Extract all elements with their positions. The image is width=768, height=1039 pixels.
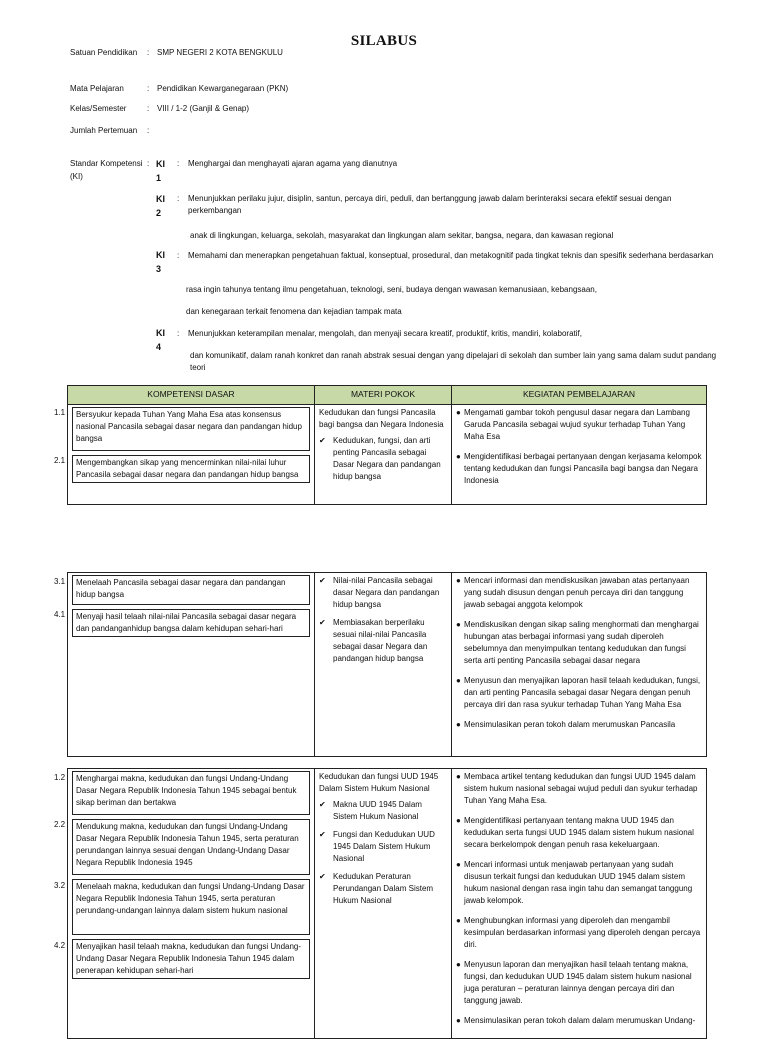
check-icon: ✔	[319, 830, 326, 839]
ki-3-cont-1: rasa ingin tahunya tentang ilmu pengetahuan, teknologi, seni, budaya dengan wawasan kemanusiaan, kebangsaan,	[186, 285, 597, 294]
bullet-icon: ●	[456, 860, 461, 869]
materi-intro: Kedudukan dan fungsi Pancasila bagi bangsa dan Negara Indonesia	[319, 408, 444, 429]
ki-2-code: KI 2	[156, 194, 165, 218]
kegiatan-cell	[452, 573, 707, 757]
table-header-row	[68, 386, 707, 405]
kd-item: Menelaah makna, kedudukan dan fungsi Undang-Undang Dasar Negara Republik Indonesia Tahun 1945, serta peraturan perundang-undangan lainnya dalam sistem hukum nasional	[72, 879, 310, 935]
list-item: ● Mencari informasi untuk menjawab pertanyaan yang sudah disusun terkait fungsi dan kedudukan UUD 1945 dalam sistem hukum nasional dengan rasa ingin tahu dan semangat tanggung jawab kelompok.	[456, 860, 693, 905]
header-colon: :	[147, 104, 150, 113]
silabus-table-section-2	[67, 572, 707, 757]
kd-number: 1.2	[54, 773, 66, 782]
ki-1-code: KI 1	[156, 159, 165, 183]
list-item: ● Mengamati gambar tokoh pengusul dasar negara dan Lambang Garuda Pancasila sebagai wujud syukur terhadap Tuhan Yang Maha Esa	[456, 408, 690, 441]
kd-cell	[68, 405, 315, 505]
ki-2-text: Menunjukkan perilaku jujur, disiplin, santun, percaya diri, peduli, dan bertanggung jawab dalam berinteraksi secara efektif sesuai dengan perkembangan	[188, 194, 672, 215]
kd-number: 3.2	[54, 881, 66, 890]
kd-item: Bersyukur kepada Tuhan Yang Maha Esa atas konsensus nasional Pancasila sebagai dasar negara dan pandangan hidup bangsa	[72, 407, 310, 451]
list-item: ✔ Makna UUD 1945 Dalam Sistem Hukum Nasional	[319, 800, 422, 821]
header-value-satuan: SMP NEGERI 2 KOTA BENGKULU	[157, 48, 283, 57]
materi-intro: Kedudukan dan fungsi UUD 1945 Dalam Sistem Hukum Nasional	[319, 772, 439, 793]
kd-number: 2.1	[54, 456, 66, 465]
ki-colon: :	[177, 159, 180, 168]
header-value-kelas: VIII / 1-2 (Ganjil & Genap)	[157, 104, 250, 113]
header-value-mapel: Pendidikan Kewarganegaraan (PKN)	[157, 84, 289, 93]
ki-3-text: Memahami dan menerapkan pengetahuan faktual, konseptual, prosedural, dan metakognitif pada tingkat teknis dan spesifik sederhana berdasarkan	[188, 251, 714, 260]
kd-item: Menghargai makna, kedudukan dan fungsi Undang-Undang Dasar Negara Republik Indonesia Tahun 1945 sebagai bentuk sikap beriman dan bertakwa	[72, 771, 310, 815]
bullet-icon: ●	[456, 452, 461, 461]
bullet-icon: ●	[456, 816, 461, 825]
check-icon: ✔	[319, 436, 326, 445]
list-item: ✔ Membiasakan berperilaku sesuai nilai-nilai Pancasila sebagai dasar Negara dan pandangan hidup bangsa	[319, 618, 428, 663]
header-colon: :	[147, 84, 150, 93]
kegiatan-cell	[452, 769, 707, 1039]
kd-cell	[68, 573, 315, 757]
check-icon: ✔	[319, 618, 326, 627]
kd-number: 4.2	[54, 941, 66, 950]
kd-item: Menyaji hasil telaah nilai-nilai Pancasila sebagai dasar negara dan pandanganhidup bangsa dalam kehidupan sehari-hari	[72, 609, 310, 637]
list-item: ✔ Nilai-nilai Pancasila sebagai dasar Negara dan pandangan hidup bangsa	[319, 576, 440, 609]
check-icon: ✔	[319, 872, 326, 881]
ki-colon: :	[177, 251, 180, 260]
list-item: ● Mengidentifikasi pertanyaan tentang makna UUD 1945 dan kedudukan serta fungsi UUD 1945 dalam sistem hukum nasional secara berkelompok dengan penuh rasa kekeluargaan.	[456, 816, 694, 849]
table-row	[68, 573, 707, 757]
header-label-jumlah: Jumlah Pertemuan	[70, 126, 138, 135]
materi-cell	[315, 405, 452, 505]
kd-item: Mengembangkan sikap yang mencerminkan nilai-nilai luhur Pancasila sebagai dasar negara dan pandangan hidup bangsa	[72, 455, 310, 483]
silabus-table-section-1	[67, 385, 707, 505]
header-materi-pokok: MATERI POKOK	[315, 386, 452, 405]
bullet-icon: ●	[456, 720, 461, 729]
list-item: ✔ Fungsi dan Kedudukan UUD 1945 Dalam Sistem Hukum Nasional	[319, 830, 435, 863]
kd-cell	[68, 769, 315, 1039]
ki-4-text: Menunjukkan keterampilan menalar, mengolah, dan menyaji secara kreatif, produktif, kritis, mandiri, kolaboratif,	[188, 329, 582, 338]
header-kompetensi-dasar: KOMPETENSI DASAR	[68, 386, 315, 405]
list-item: ● Mengidentifikasi berbagai pertanyaan dengan kerjasama kelompok tentang kedudukan dan fungsi Pancasila bagi bangsa dan Negara Indonesia	[456, 452, 702, 485]
kd-item: Menyajikan hasil telaah makna, kedudukan dan fungsi Undang-Undang Dasar Negara Republik Indonesia Tahun 1945 dalam penerapan kehidupan sehari-hari	[72, 939, 310, 979]
kd-item: Menelaah Pancasila sebagai dasar negara dan pandangan hidup bangsa	[72, 575, 310, 605]
header-colon: :	[147, 48, 150, 57]
kd-number: 4.1	[54, 610, 66, 619]
list-item: ● Mensimulasikan peran tokoh dalam dalam merumuskan Undang-	[456, 1016, 696, 1025]
table-row	[68, 405, 707, 505]
check-icon: ✔	[319, 800, 326, 809]
ki-4-cont-1: dan komunikatif, dalam ranah konkret dan ranah abstrak sesuai dengan yang dipelajari di sekolah dan sumber lain yang sama dalam sudut pandang teori	[190, 351, 717, 372]
list-item: ● Menyusun dan menyajikan laporan hasil telaah kedudukan, fungsi, dan arti penting Pancasila sebagai dasar Negara dengan penuh percaya diri dan rasa syukur terhadap Tuhan Yang Maha Esa	[456, 676, 701, 709]
ki-3-code: KI 3	[156, 250, 165, 274]
bullet-icon: ●	[456, 960, 461, 969]
materi-cell	[315, 769, 452, 1039]
list-item: ● Mendiskusikan dengan sikap saling menghormati dan menghargai hubungan atas berbagai informasi yang sudah diperoleh sebelumnya dan menyimpulkan tentang kedudukan dan fungsi serta arti penting Pancasila sebagai dasar negara	[456, 620, 699, 665]
bullet-icon: ●	[456, 1016, 461, 1025]
ki-3-cont-2: dan kenegaraan terkait fenomena dan kejadian tampak mata	[186, 307, 402, 316]
header-label-mapel: Mata Pelajaran	[70, 84, 124, 93]
ki-colon: :	[177, 194, 180, 203]
ki-4-code: KI 4	[156, 328, 165, 352]
kegiatan-cell	[452, 405, 707, 505]
list-item: ● Menyusun laporan dan menyajikan hasil telaah tentang makna, fungsi, dan kedudukan UUD 1945 dalam sistem hukum nasional juga peraturan – peraturan lainnya dengan percaya diri dan tanggung jawab.	[456, 960, 692, 1005]
list-item: ● Mensimulasikan peran tokoh dalam merumuskan Pancasila	[456, 720, 676, 729]
header-label-standar: Standar Kompetensi (KI)	[70, 159, 143, 181]
header-colon: :	[147, 159, 150, 168]
bullet-icon: ●	[456, 408, 461, 417]
ki-2-cont-1: anak di lingkungan, keluarga, sekolah, masyarakat dan lingkungan alam sekitar, bangsa, negara, dan kawasan regional	[190, 231, 614, 240]
bullet-icon: ●	[456, 620, 461, 629]
kd-number: 2.2	[54, 820, 66, 829]
list-item: ✔ Kedudukan Peraturan Perundangan Dalam Sistem Hukum Nasional	[319, 872, 434, 905]
check-icon: ✔	[319, 576, 326, 585]
header-label-satuan: Satuan Pendidikan	[70, 48, 138, 57]
list-item: ✔ Kedudukan, fungsi, dan arti penting Pancasila sebagai Dasar Negara dan pandangan hidup bangsa	[319, 436, 441, 481]
bullet-icon: ●	[456, 916, 461, 925]
bullet-icon: ●	[456, 772, 461, 781]
table-row	[68, 769, 707, 1039]
header-label-kelas: Kelas/Semester	[70, 104, 127, 113]
materi-cell	[315, 573, 452, 757]
list-item: ● Menghubungkan informasi yang diperoleh dan mengambil kesimpulan berdasarkan informasi yang diperoleh dengan percaya diri.	[456, 916, 701, 949]
kd-item: Mendukung makna, kedudukan dan fungsi Undang-Undang Dasar Negara Republik Indonesia Tahun 1945, serta peraturan perundangan lainnya sesuai dengan Undang-Undang Dasar Negara Republik Indonesia 1945	[72, 819, 310, 875]
header-colon: :	[147, 126, 150, 135]
bullet-icon: ●	[456, 576, 461, 585]
kd-number: 3.1	[54, 577, 66, 586]
list-item: ● Mencari informasi dan mendiskusikan jawaban atas pertanyaan yang sudah disusun dengan penuh percaya diri dan tanggung jawab sebagai anggota kelompok	[456, 576, 690, 609]
page-title: SILABUS	[350, 33, 418, 49]
bullet-icon: ●	[456, 676, 461, 685]
silabus-table-section-3	[67, 768, 707, 1039]
header-kegiatan-pembelajaran: KEGIATAN PEMBELAJARAN	[452, 386, 707, 405]
ki-colon: :	[177, 329, 180, 338]
kd-number: 1.1	[54, 408, 66, 417]
list-item: ● Membaca artikel tentang kedudukan dan fungsi UUD 1945 dalam sistem hukum nasional sebagai wujud peduli dan syukur terhadap Tuhan Yang Maha Esa.	[456, 772, 698, 805]
ki-1-text: Menghargai dan menghayati ajaran agama yang dianutnya	[188, 159, 398, 168]
